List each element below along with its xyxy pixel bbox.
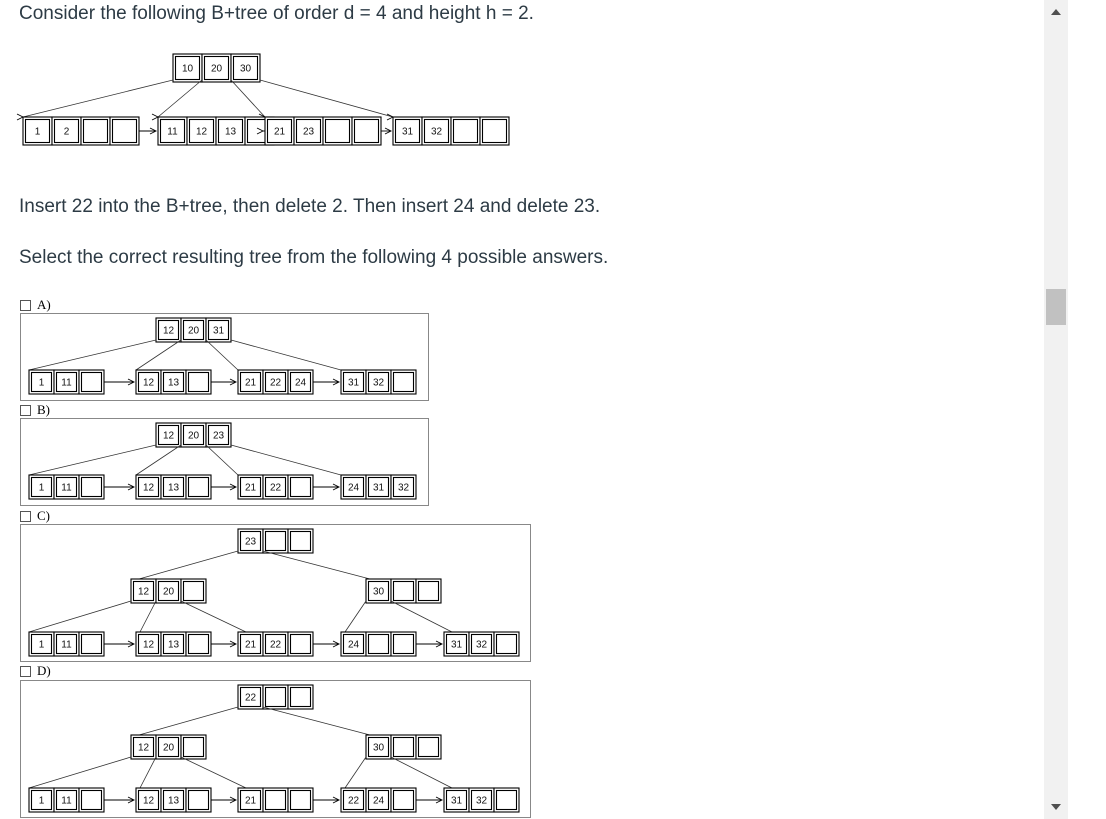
option-inner-1-cell-inner [394, 582, 414, 601]
option-root-pointer [139, 551, 238, 579]
option-root-cell-inner [291, 532, 311, 551]
option-root-pointer [206, 445, 238, 475]
option-root-pointer [139, 707, 238, 735]
option-root-key: 12 [162, 430, 175, 442]
option-leaf-0 [29, 632, 104, 656]
option-leaf-3 [341, 475, 416, 499]
option-inner-pointer [140, 757, 156, 788]
option-leaf-0-key: 11 [61, 377, 72, 389]
initial-root-pointer-arrow [387, 114, 393, 120]
question-instruction: Insert 22 into the B+tree, then delete 2. Then insert 24 and delete 23. [19, 196, 601, 217]
initial-root-pointer-arrow [152, 114, 158, 120]
initial-leaf-1-key: 13 [224, 126, 237, 138]
option-root-pointer [206, 340, 238, 370]
option-inner-1-key: 30 [372, 742, 385, 754]
option-inner-0-key: 20 [162, 742, 175, 754]
option-leaf-1-cell-inner [189, 373, 209, 392]
initial-leaf-3-key: 32 [430, 126, 443, 138]
initial-root-pointer-arrow [17, 114, 23, 120]
triangle-up-icon[interactable] [1044, 0, 1068, 24]
option-inner-pointer [345, 757, 366, 788]
option-c-label: C) [37, 508, 50, 523]
option-leaf-1-key: 13 [167, 795, 180, 807]
option-leaf-2-key: 22 [269, 639, 282, 651]
option-a-label: A) [37, 297, 51, 312]
option-inner-0 [131, 735, 206, 759]
option-leaf-4-cell-inner [497, 635, 517, 654]
option-leaf-1 [136, 475, 211, 499]
option-leaf-2-cell-inner [266, 791, 286, 810]
option-leaf-1-key: 13 [167, 639, 180, 651]
initial-leaf-3 [393, 117, 509, 145]
option-inner-0-key: 12 [137, 742, 150, 754]
option-leaf-2-cell-inner [291, 791, 311, 810]
option-root-key: 12 [162, 325, 175, 337]
option-leaf-1-cell-inner [189, 635, 209, 654]
option-d[interactable] [20, 663, 51, 679]
option-a[interactable] [20, 297, 51, 313]
option-leaf-2-cell-inner [291, 478, 311, 497]
triangle-down-icon[interactable] [1044, 795, 1068, 819]
question-title: Consider the following B+tree of order d = 4 and height h = 2. [19, 3, 534, 24]
option-root-key: 31 [212, 325, 225, 337]
initial-leaf-0-cell-inner [113, 120, 137, 143]
option-leaf-3-key: 24 [372, 795, 385, 807]
option-leaf-3-cell-inner [394, 791, 414, 810]
option-leaf-1-key: 13 [167, 482, 180, 494]
option-inner-1-cell-inner [394, 738, 414, 757]
option-leaf-1 [136, 370, 211, 394]
option-leaf-2-cell-inner [291, 635, 311, 654]
empty-checkbox-icon[interactable] [20, 300, 31, 311]
option-inner-1-cell-inner [419, 582, 439, 601]
option-inner-1-cell-inner [419, 738, 439, 757]
option-root-key: 22 [244, 692, 257, 704]
option-leaf-0-key: 1 [38, 639, 45, 651]
option-inner-0-key: 12 [137, 586, 150, 598]
option-leaf-3-key: 31 [347, 377, 360, 389]
option-b[interactable] [20, 402, 50, 418]
right-margin [1068, 0, 1106, 819]
option-inner-1 [366, 579, 441, 603]
option-b-label: B) [37, 402, 50, 417]
option-leaf-0-key: 1 [38, 795, 45, 807]
option-leaf-4-key: 32 [475, 639, 488, 651]
option-leaf-1-key: 13 [167, 377, 180, 389]
option-root [238, 529, 313, 553]
option-root-key: 23 [244, 536, 257, 548]
option-leaf-2-key: 21 [244, 639, 257, 651]
option-leaf-1 [136, 632, 211, 656]
initial-leaf-2-key: 21 [273, 126, 286, 138]
option-leaf-0 [29, 475, 104, 499]
option-leaf-2-key: 22 [269, 482, 282, 494]
option-root-key: 23 [212, 430, 225, 442]
option-c-tree [20, 524, 532, 664]
option-leaf-3-key: 32 [397, 482, 410, 494]
option-root-key: 20 [187, 325, 200, 337]
initial-btree-figure [18, 46, 493, 151]
option-inner-pointer [391, 757, 452, 788]
option-inner-pointer [391, 601, 452, 632]
option-leaf-3-key: 32 [372, 377, 385, 389]
initial-leaf-0 [23, 117, 139, 145]
option-leaf-0 [29, 788, 104, 812]
option-root-cell-inner [291, 688, 311, 707]
option-a-tree [20, 313, 430, 403]
option-d-tree [20, 680, 532, 819]
option-leaf-4-key: 32 [475, 795, 488, 807]
initial-root-key: 20 [210, 63, 223, 75]
initial-leaf-1-key: 12 [195, 126, 208, 138]
option-inner-1-key: 30 [372, 586, 385, 598]
option-d-label: D) [37, 663, 51, 678]
option-leaf-1-key: 12 [142, 639, 155, 651]
initial-root-key: 30 [239, 63, 252, 75]
initial-leaf-3-key: 31 [401, 126, 414, 138]
option-leaf-3-key: 31 [372, 482, 385, 494]
option-root-pointer [231, 340, 341, 370]
option-leaf-0-key: 11 [61, 795, 72, 807]
option-inner-pointer [345, 601, 366, 632]
option-leaf-1-key: 12 [142, 482, 155, 494]
initial-leaf-2-cell-inner [326, 120, 350, 143]
initial-root-pointer [231, 80, 265, 117]
option-leaf-0-key: 11 [61, 482, 72, 494]
option-c-tree-svg [20, 524, 532, 664]
option-leaf-2 [238, 632, 313, 656]
option-leaf-4-cell-inner [497, 791, 517, 810]
option-leaf-3-cell-inner [369, 635, 389, 654]
option-leaf-4-key: 31 [450, 795, 463, 807]
option-leaf-4 [444, 788, 519, 812]
option-root-cell-inner [266, 532, 286, 551]
option-leaf-2-key: 21 [244, 795, 257, 807]
initial-btree-svg [18, 46, 493, 151]
option-leaf-0-cell-inner [82, 478, 102, 497]
option-root-pointer [231, 445, 341, 475]
option-inner-pointer [181, 757, 246, 788]
initial-leaf-1 [158, 117, 274, 145]
option-leaf-0-cell-inner [82, 791, 102, 810]
option-b-tree [20, 418, 430, 508]
option-leaf-1-cell-inner [189, 478, 209, 497]
initial-root [173, 54, 260, 82]
empty-checkbox-icon[interactable] [20, 666, 31, 677]
option-root-pointer [263, 551, 370, 579]
option-leaf-3-cell-inner [394, 373, 414, 392]
option-root-pointer [29, 340, 156, 370]
option-leaf-3 [341, 788, 416, 812]
option-root [238, 685, 313, 709]
empty-checkbox-icon[interactable] [20, 405, 31, 416]
option-inner-pointer [140, 601, 156, 632]
option-c[interactable] [20, 508, 50, 524]
option-inner-pointer [29, 601, 131, 632]
option-leaf-3-key: 22 [347, 795, 360, 807]
option-inner-0-cell-inner [184, 582, 204, 601]
option-leaf-1-key: 12 [142, 377, 155, 389]
initial-root-pointer [23, 80, 173, 117]
option-leaf-1 [136, 788, 211, 812]
option-leaf-1-key: 12 [142, 795, 155, 807]
option-leaf-0-cell-inner [82, 635, 102, 654]
empty-checkbox-icon[interactable] [20, 511, 31, 522]
initial-leaf-2-cell-inner [355, 120, 379, 143]
initial-leaf-2-key: 23 [302, 126, 315, 138]
option-leaf-3 [341, 370, 416, 394]
initial-leaf-3-cell-inner [483, 120, 507, 143]
initial-leaf-3-cell-inner [454, 120, 478, 143]
option-leaf-2 [238, 788, 313, 812]
option-d-tree-svg [20, 680, 532, 819]
initial-leaf-1-key: 11 [167, 126, 178, 138]
vertical-scrollbar[interactable] [1044, 0, 1068, 819]
option-a-tree-svg [20, 313, 430, 403]
option-root-pointer [136, 445, 181, 475]
option-leaf-0-cell-inner [82, 373, 102, 392]
option-leaf-3 [341, 632, 416, 656]
option-root-pointer [136, 340, 181, 370]
initial-leaf-0-cell-inner [84, 120, 108, 143]
question-select-prompt: Select the correct resulting tree from the following 4 possible answers. [19, 247, 609, 268]
option-leaf-4 [444, 632, 519, 656]
initial-leaf-0-key: 1 [34, 126, 41, 138]
option-leaf-4-key: 31 [450, 639, 463, 651]
option-leaf-0-key: 1 [38, 482, 45, 494]
option-root [156, 423, 231, 447]
option-inner-0-key: 20 [162, 586, 175, 598]
initial-root-key: 10 [181, 63, 194, 75]
initial-root-pointer [158, 80, 202, 117]
option-root-pointer [29, 445, 156, 475]
option-root-cell-inner [266, 688, 286, 707]
option-leaf-2-key: 21 [244, 377, 257, 389]
option-leaf-3-cell-inner [394, 635, 414, 654]
option-leaf-0 [29, 370, 104, 394]
option-leaf-3-key: 24 [347, 639, 360, 651]
option-leaf-2-key: 24 [294, 377, 307, 389]
option-b-tree-svg [20, 418, 430, 508]
option-leaf-2 [238, 475, 313, 499]
initial-leaf-0-key: 2 [63, 126, 70, 138]
option-inner-0-cell-inner [184, 738, 204, 757]
scrollbar-thumb[interactable] [1046, 289, 1066, 325]
option-root-key: 20 [187, 430, 200, 442]
option-leaf-1-cell-inner [189, 791, 209, 810]
option-leaf-2-key: 21 [244, 482, 257, 494]
option-leaf-2-key: 22 [269, 377, 282, 389]
option-leaf-0-key: 1 [38, 377, 45, 389]
option-leaf-0-key: 11 [61, 639, 72, 651]
option-leaf-3-key: 24 [347, 482, 360, 494]
option-root [156, 318, 231, 342]
option-inner-0 [131, 579, 206, 603]
initial-root-pointer [260, 80, 393, 117]
option-inner-pointer [181, 601, 246, 632]
option-inner-1 [366, 735, 441, 759]
option-leaf-2 [238, 370, 313, 394]
option-root-pointer [263, 707, 370, 735]
initial-leaf-2 [265, 117, 381, 145]
option-inner-pointer [29, 757, 131, 788]
